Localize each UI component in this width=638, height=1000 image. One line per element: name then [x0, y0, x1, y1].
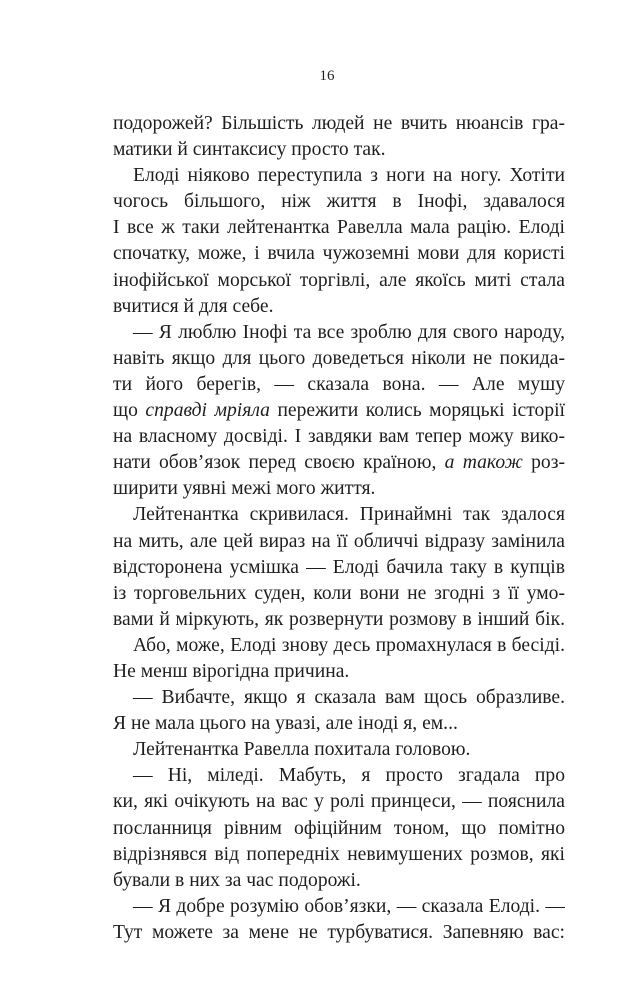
text-line: — Вибачте, якщо я сказала вам щось образливе. — [133, 687, 565, 709]
text-segment: роз- — [522, 452, 565, 474]
italic-emphasis: а також — [444, 452, 523, 474]
text-line: навіть якщо для цього доведеться ніколи не покида- — [113, 347, 565, 369]
text-line: — Я добре розумію обов’язки, — сказала Елоді. — — [133, 895, 565, 917]
text-line: Не менш вірогідна причина. — [113, 660, 350, 682]
text-line: Лейтенантка Равелла похитала головою. — [133, 739, 471, 761]
text-line: — Ні, міледі. Мабуть, я просто згадала про — [133, 765, 565, 787]
text-segment: що — [113, 400, 146, 422]
text-line: відрізнявся від попередніх невимушених розмов, які — [113, 843, 565, 865]
text-line: бували в них за час подорожі. — [113, 869, 361, 891]
text-line — [113, 450, 565, 476]
text-line: Тут можете за мене не турбуватися. Запевняю вас: — [113, 921, 565, 943]
text-line: І все ж таки лейтенантка Равелла мала рацію. Елоді — [113, 217, 565, 239]
italic-emphasis: справді мріяла — [145, 400, 270, 422]
text-line: на власному досвіді. І завдяки вам тепер можу вико- — [113, 426, 565, 448]
text-line: — Я люблю Інофі та все зроблю для свого народу, — [133, 321, 565, 343]
page-number: 16 — [319, 68, 335, 84]
text-line: інофійської морської торгівлі, але якоїсь миті стала — [113, 269, 565, 291]
text-line: Елоді ніяково переступила з ноги на ногу. Хотіти — [133, 165, 565, 187]
text-line: спочатку, може, і вчила чужоземні мови для користі — [113, 243, 565, 265]
text-line: на мить, але цей вираз на її обличчі відразу замінила — [113, 530, 565, 552]
text-line: із торговельних суден, коли вони не згодні з її умо- — [113, 582, 565, 604]
text-line: ширити уявні межі мого життя. — [113, 478, 376, 500]
text-line — [113, 398, 565, 424]
text-line: вчитися й для себе. — [113, 295, 274, 317]
text-segment: пережити колись моряцькі історії — [269, 400, 565, 422]
text-line: матики й синтаксису просто так. — [113, 139, 386, 161]
text-line: посланниця рівним офіційним тоном, що помітно — [113, 817, 565, 839]
text-line: чогось більшого, ніж життя в Інофі, здавалося — [113, 191, 565, 213]
text-line: ки, які очікують на вас у ролі принцеси, — пояснила — [113, 791, 565, 813]
text-line: Або, може, Елоді знову десь промахнулася в бесіді. — [133, 634, 565, 656]
text-line: відсторонена усмішка — Елоді бачила таку в купців — [113, 556, 565, 578]
text-line: ти його берегів, — сказала вона. — Але мушу — [113, 373, 565, 395]
text-segment: нати обов’язок перед своєю країною, — [113, 452, 445, 474]
body-text — [113, 111, 565, 946]
text-line: подорожей? Більшість людей не вчить нюансів гра- — [113, 113, 565, 134]
text-line: вами й міркують, як розвернути розмову в інший бік. — [113, 608, 565, 630]
text-line: Лейтенантка скривилася. Принаймні так здалося — [133, 504, 565, 526]
text-line: Я не мала цього на увазі, але іноді я, ем... — [113, 713, 458, 735]
